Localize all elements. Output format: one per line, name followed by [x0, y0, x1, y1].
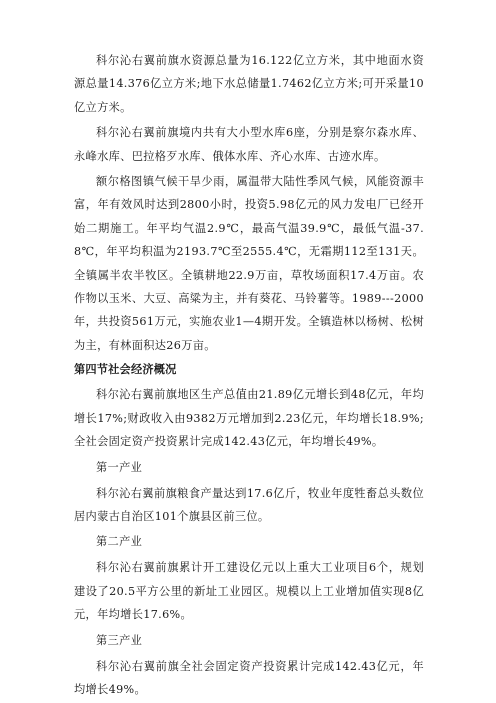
primary-industry-title: 第一产业	[96, 460, 143, 474]
economy-overview-paragraph: 科尔沁右翼前旗地区生产总值由21.89亿元增长到48亿元，年均增长17%;财政收入由9382万元增加到2.23亿元，年均增长18.9%;全社会固定资产投资累计完成142.43亿元，年均增长49%。	[74, 388, 424, 449]
primary-industry-paragraph: 科尔沁右翼前旗粮食产量达到17.6亿斤，牧业年度牲畜总头数位居内蒙古自治区101个旗县区前三位。	[74, 486, 424, 523]
climate-agriculture-paragraph: 额尔格图镇气候干旱少雨，属温带大陆性季风气候，风能资源丰富，年有效风时达到2800小时，投资5.98亿元的风力发电厂已经开始二期施工。年平均气温2.9℃，最高气温39.9℃，最低气温-37.8℃，年平均积温为2193.7℃至2555.4℃，无霜期112至131天。全镇属半农半牧区。全镇耕地22.9万亩，草牧场面积17.4万亩。农作物以玉米、大豆、高粱为主，并有葵花、马铃薯等。1989---2000年，共投资561万元，实施农业1—4期开发。全镇造林以杨树、松树为主，有林面积达26万亩。	[74, 175, 424, 352]
water-resources-paragraph: 科尔沁右翼前旗水资源总量为16.122亿立方米，其中地面水资源总量14.376亿立方米;地下水总储量1.7462亿立方米;可开采量10亿立方米。	[74, 54, 424, 114]
tertiary-industry-paragraph: 科尔沁右翼前旗全社会固定资产投资累计完成142.43亿元，年均增长49%。	[74, 659, 424, 696]
secondary-industry-title: 第二产业	[96, 535, 143, 549]
document-page	[74, 49, 424, 703]
tertiary-industry-title: 第三产业	[96, 633, 143, 647]
section-heading: 第四节社会经济概况	[74, 363, 177, 377]
reservoirs-paragraph: 科尔沁右翼前旗境内共有大小型水库6座，分别是察尔森水库、永峰水库、巴拉格歹水库、俄体水库、齐心水库、古迹水库。	[74, 126, 424, 163]
secondary-industry-paragraph: 科尔沁右翼前旗累计开工建设亿元以上重大工业项目6个，规划建设了20.5平方公里的新址工业园区。规模以上工业增加值实现8亿元，年均增长17.6%。	[74, 561, 424, 622]
